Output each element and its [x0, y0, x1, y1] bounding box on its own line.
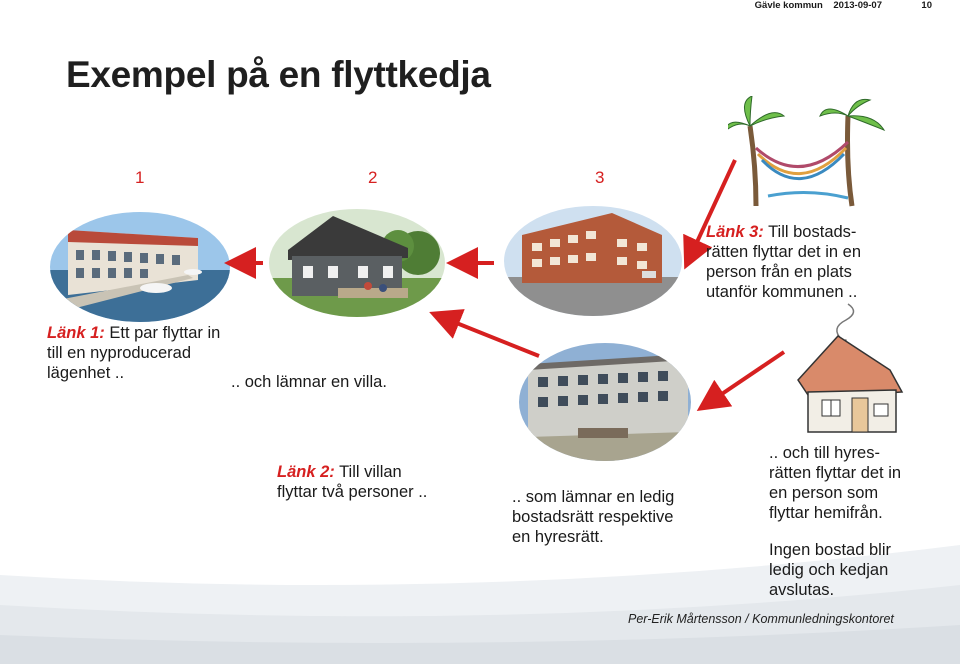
link-2-line-a: Till villan [339, 463, 402, 481]
page-title: Exempel på en flyttkedja [66, 54, 491, 95]
arrow-house-to-4 [710, 352, 784, 402]
link-2-label: Länk 2: [277, 463, 335, 481]
hyresratt-line-2: rätten flyttar det in [769, 464, 902, 482]
leaves-bostadsratt-line-1: .. som lämnar en ledig [512, 488, 675, 506]
link-2-line-b: flyttar två personer .. [277, 483, 428, 501]
footer-author: Per-Erik Mårtensson / Kommunledningskontoret [628, 612, 894, 626]
link-1-line-c: lägenhet .. [47, 364, 125, 382]
conclusion-line-3: avslutas. [769, 581, 835, 599]
step-number-2: 2 [368, 168, 378, 187]
link-3-label: Länk 3: [706, 223, 764, 241]
link-1-label: Länk 1: [47, 324, 105, 342]
header-org: Gävle kommun [754, 0, 823, 11]
conclusion-line-2: ledig och kedjan [769, 561, 889, 579]
link-3-line-b: rätten flyttar det in en [706, 243, 862, 261]
leaves-bostadsratt-line-2: bostadsrätt respektive [512, 508, 674, 526]
link-3-line-c: person från en plats [706, 263, 852, 281]
link-3-text [706, 222, 861, 302]
link-1-text [47, 323, 220, 383]
hyresratt-text [769, 443, 901, 523]
link-3-line-a: Till bostads- [768, 223, 857, 241]
link-3-line-d: utanför kommunen .. [706, 283, 858, 301]
leaves-villa-text: .. och lämnar en villa. [231, 373, 387, 391]
header-date: 2013-09-07 [833, 0, 882, 11]
conclusion-line-1: Ingen bostad blir [769, 541, 892, 559]
hyresratt-line-4: flyttar hemifrån. [769, 504, 883, 522]
hyresratt-line-3: en person som [769, 484, 879, 502]
step-number-1: 1 [135, 168, 145, 187]
conclusion-text [769, 540, 891, 600]
link-2-text [277, 462, 427, 502]
arrow-4-to-2 [444, 318, 539, 356]
step-number-3: 3 [595, 168, 605, 187]
hyresratt-line-1: .. och till hyres- [769, 444, 880, 462]
header-page-number: 10 [921, 0, 932, 11]
leaves-bostadsratt-line-3: en hyresrätt. [512, 528, 604, 546]
link-1-line-b: till en nyproducerad [47, 344, 192, 362]
link-1-line-a: Ett par flyttar in [109, 324, 221, 342]
leaves-bostadsratt-text [512, 487, 674, 547]
